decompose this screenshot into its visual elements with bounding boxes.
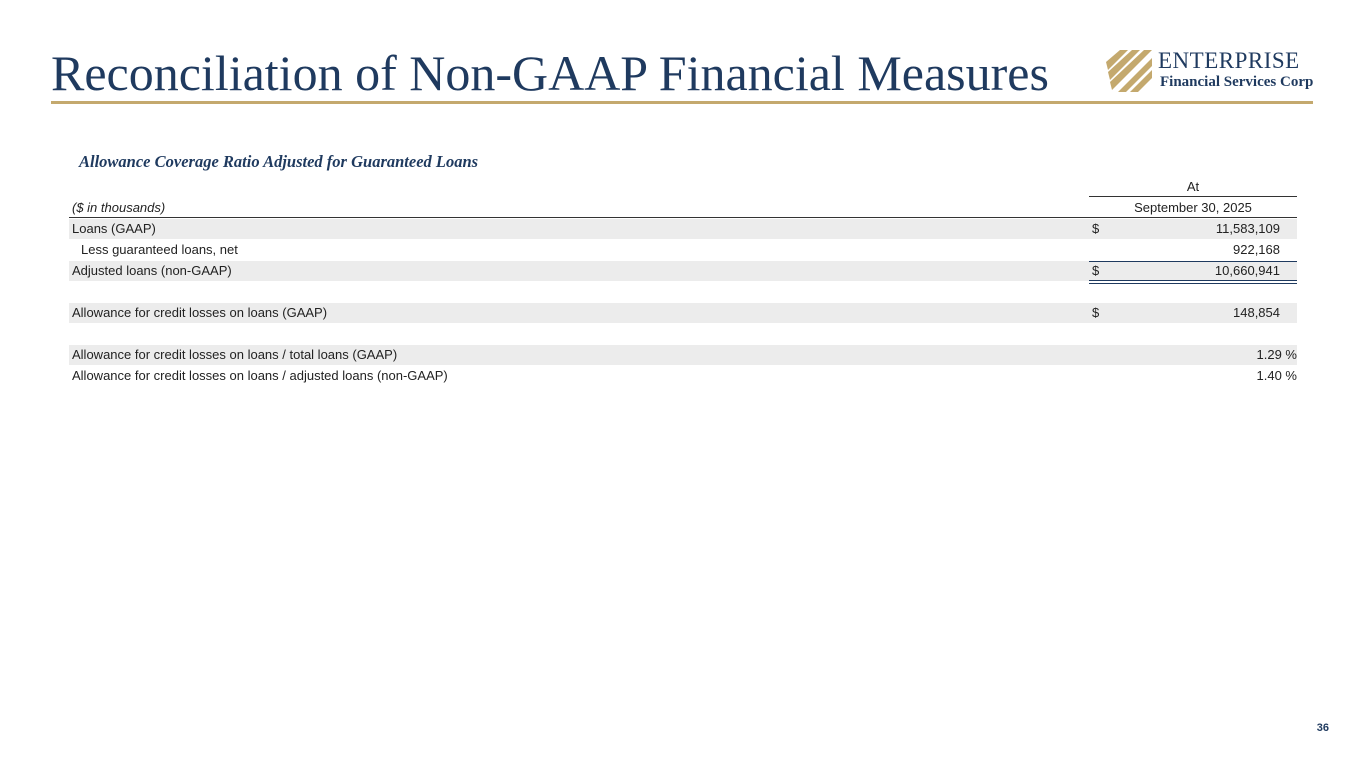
row-value: 1.29 %	[1256, 347, 1297, 362]
table-title: Allowance Coverage Ratio Adjusted for Guaranteed Loans	[79, 152, 479, 171]
table-row	[69, 219, 1297, 239]
currency-symbol: $	[1092, 263, 1100, 278]
table-header-row	[69, 198, 1297, 218]
header-at-rule	[1089, 196, 1297, 197]
page-number: 36	[1316, 722, 1329, 734]
page-title: Reconciliation of Non-GAAP Financial Measures	[51, 45, 1049, 101]
row-value: 1.40 %	[1256, 368, 1297, 383]
logo-mark-icon	[1106, 50, 1154, 92]
reconciliation-table	[69, 177, 1297, 387]
row-value: 922,168	[1233, 242, 1280, 257]
currency-symbol: $	[1092, 305, 1100, 320]
logo-name: ENTERPRISE	[1158, 48, 1300, 73]
row-value: 10,660,941	[1214, 263, 1280, 278]
table-row	[69, 303, 1297, 323]
row-label: Allowance for credit losses on loans / total loans (GAAP)	[72, 347, 398, 362]
row-label: Allowance for credit losses on loans (GAAP)	[72, 305, 328, 320]
header-rule	[69, 217, 1297, 218]
table-header-at-row	[69, 177, 1297, 197]
currency-symbol: $	[1092, 221, 1100, 236]
row-value: 11,583,109	[1215, 221, 1280, 236]
row-spacer	[69, 282, 1297, 303]
table-row	[69, 366, 1297, 386]
row-value: 148,854	[1233, 305, 1280, 320]
row-label: Adjusted loans (non-GAAP)	[72, 263, 232, 278]
company-logo	[1106, 48, 1316, 96]
column-header-at: At	[1186, 179, 1200, 194]
title-divider	[51, 101, 1313, 104]
units-label: ($ in thousands)	[72, 200, 166, 215]
logo-subtitle: Financial Services Corp	[1160, 74, 1314, 90]
row-spacer	[69, 324, 1297, 345]
row-label: Loans (GAAP)	[72, 221, 156, 236]
table-row	[69, 240, 1297, 260]
column-header-date: September 30, 2025	[1134, 200, 1252, 215]
table-row	[69, 345, 1297, 365]
row-label: Allowance for credit losses on loans / adjusted loans (non-GAAP)	[72, 368, 448, 383]
total-double-rule	[1089, 280, 1297, 284]
table-row	[69, 261, 1297, 281]
row-label: Less guaranteed loans, net	[81, 242, 238, 257]
